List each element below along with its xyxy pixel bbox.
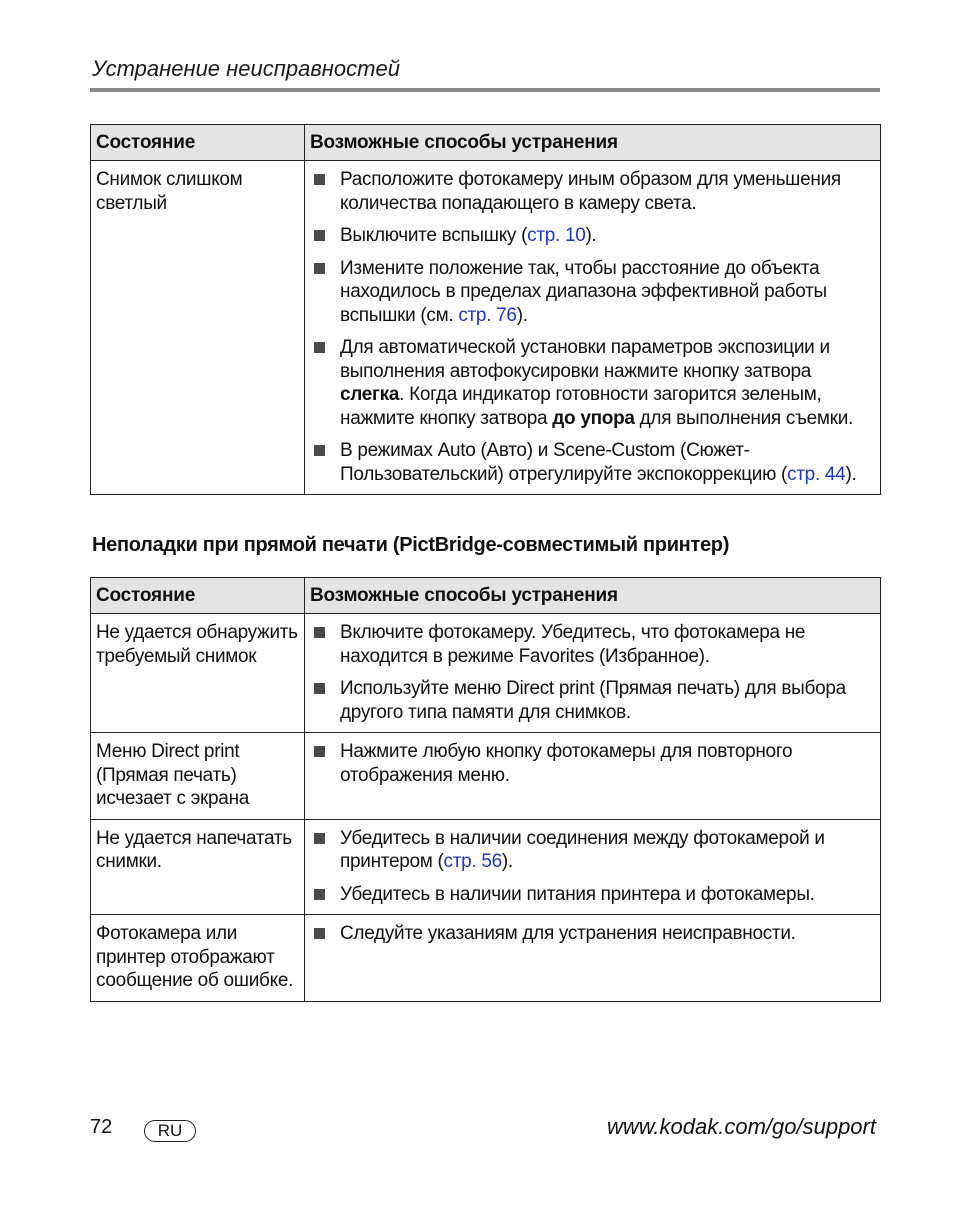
solution-text: Убедитесь в наличии соединения между фотокамерой и принтером (	[340, 827, 825, 872]
solution-list	[310, 168, 875, 486]
solution-text: Расположите фотокамеру иным образом для уменьшения количества попадающего в камеру света.	[340, 169, 841, 214]
page-reference-link[interactable]: стр. 76	[458, 304, 517, 326]
square-bullet-icon	[314, 833, 325, 844]
page-reference-link[interactable]: стр. 44	[787, 463, 846, 485]
solutions-cell	[305, 161, 881, 495]
table-row	[91, 733, 881, 820]
square-bullet-icon	[314, 445, 325, 456]
solution-text: Выключите вспышку (	[340, 225, 528, 246]
troubleshooting-table-printing	[90, 577, 881, 1002]
solution-text: В режимах Auto (Авто) и Scene-Custom (Сюжет-Пользовательский) отрегулируйте экспокоррекцию (	[340, 440, 788, 485]
solution-text: Для автоматической установки параметров экспозиции и выполнения автофокусировки нажмите кнопку затвора	[340, 337, 830, 382]
header-divider	[90, 88, 880, 92]
emphasis-text: до упора	[552, 407, 635, 429]
square-bullet-icon	[314, 263, 325, 274]
solution-text: Убедитесь в наличии питания принтера и фотокамеры.	[340, 883, 815, 905]
square-bullet-icon	[314, 746, 325, 757]
solution-text: для выполнения съемки.	[634, 407, 853, 429]
solution-item	[310, 224, 875, 248]
solution-text: Включите фотокамеру. Убедитесь, что фотокамера не находится в режиме Favorites (Избранное).	[340, 622, 806, 667]
solution-item	[310, 922, 875, 946]
solution-list	[310, 621, 875, 724]
solution-text: Измените положение так, чтобы расстояние до объекта находилось в пределах диапазона эффективной работы вспышки (см.	[340, 257, 827, 326]
column-header-solutions: Возможные способы устранения	[305, 125, 881, 161]
solution-text: . Когда индикатор готовности загорится зеленым, нажмите кнопку затвора	[340, 384, 822, 429]
solution-text: ).	[585, 225, 597, 246]
page-header-title: Устранение неисправностей	[92, 56, 400, 81]
page-reference-link[interactable]: стр. 56	[443, 851, 502, 872]
solution-text: ).	[516, 304, 528, 326]
condition-cell: Не удается напечатать снимки.	[91, 819, 305, 915]
solution-item	[310, 827, 875, 874]
solution-item	[310, 677, 875, 724]
condition-cell: Не удается обнаружить требуемый снимок	[91, 614, 305, 733]
solution-text: Следуйте указаниям для устранения неисправности.	[340, 923, 796, 944]
condition-cell: Фотокамера или принтер отображают сообщение об ошибке.	[91, 915, 305, 1002]
solution-list	[310, 827, 875, 907]
solutions-cell	[305, 915, 881, 1002]
page-reference-link[interactable]: стр. 10	[527, 225, 586, 246]
square-bullet-icon	[314, 928, 325, 939]
condition-cell: Снимок слишком светлый	[91, 161, 305, 495]
square-bullet-icon	[314, 174, 325, 185]
solution-list	[310, 922, 875, 946]
support-url[interactable]: www.kodak.com/go/support	[606, 1114, 876, 1139]
solution-text: ).	[501, 851, 513, 872]
solution-item	[310, 336, 875, 430]
solution-item	[310, 439, 875, 486]
column-header-solutions: Возможные способы устранения	[305, 578, 881, 614]
solution-text: Нажмите любую кнопку фотокамеры для повторного отображения меню.	[340, 741, 793, 786]
table-row	[91, 614, 881, 733]
solution-text: Используйте меню Direct print (Прямая печать) для выбора другого типа памяти для снимков.	[340, 678, 846, 723]
table-row	[91, 915, 881, 1002]
condition-cell: Меню Direct print (Прямая печать) исчезает с экрана	[91, 733, 305, 820]
solutions-cell	[305, 733, 881, 820]
solution-item	[310, 168, 875, 215]
section-heading: Неполадки при прямой печати (PictBridge-совместимый принтер)	[92, 534, 730, 556]
emphasis-text: слегка	[340, 384, 400, 405]
solution-item	[310, 621, 875, 668]
square-bullet-icon	[314, 627, 325, 638]
solutions-cell	[305, 614, 881, 733]
solution-item	[310, 257, 875, 328]
square-bullet-icon	[314, 683, 325, 694]
language-badge: RU	[144, 1120, 196, 1142]
square-bullet-icon	[314, 230, 325, 241]
column-header-condition: Состояние	[91, 125, 305, 161]
table-row	[91, 161, 881, 495]
page-number: 72	[90, 1116, 113, 1138]
solution-item	[310, 740, 875, 787]
table-row	[91, 819, 881, 915]
table-header-row	[91, 578, 881, 614]
square-bullet-icon	[314, 342, 325, 353]
column-header-condition: Состояние	[91, 578, 305, 614]
troubleshooting-table-exposure	[90, 124, 881, 495]
table-header-row	[91, 125, 881, 161]
solution-item	[310, 883, 875, 907]
solutions-cell	[305, 819, 881, 915]
solution-list	[310, 740, 875, 787]
square-bullet-icon	[314, 889, 325, 900]
solution-text: ).	[845, 463, 857, 485]
